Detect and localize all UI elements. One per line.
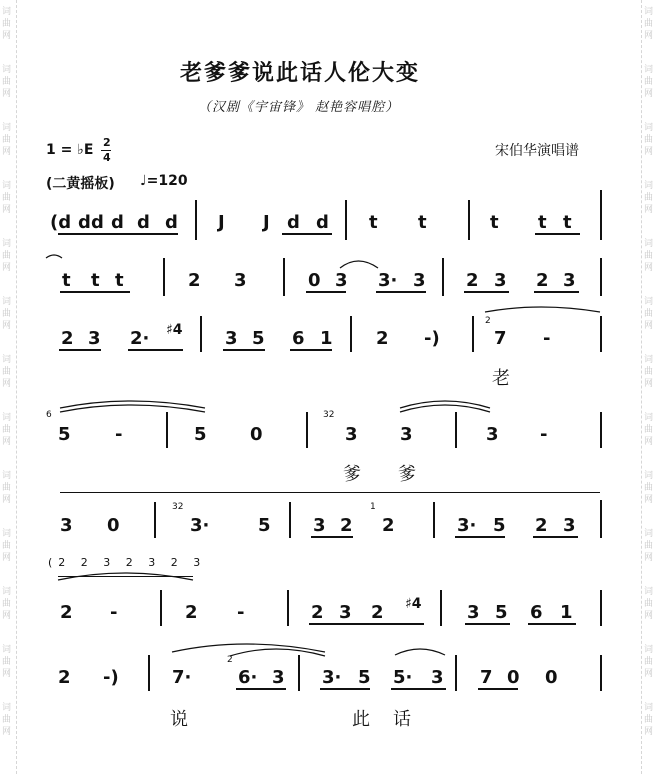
watermark-glyph: 词 <box>2 645 12 655</box>
watermark-glyph: 曲 <box>644 657 654 667</box>
note: 3 <box>563 270 576 291</box>
note: 0 <box>107 515 120 536</box>
note: 3 <box>313 515 326 536</box>
watermark-glyph: 曲 <box>2 77 12 87</box>
note: 2 <box>536 270 549 291</box>
watermark-glyph: 词 <box>644 529 654 539</box>
watermark-glyph: 曲 <box>2 541 12 551</box>
lyric: 老 <box>492 368 510 389</box>
watermark-glyph: 词 <box>2 297 12 307</box>
watermark-glyph: 网 <box>2 727 12 737</box>
watermark-glyph: 网 <box>644 379 654 389</box>
watermark-glyph: 曲 <box>644 599 654 609</box>
note: 2 <box>371 602 384 623</box>
watermark-glyph: 词 <box>2 7 12 17</box>
grace-note: 2 <box>227 655 233 665</box>
watermark-glyph: 网 <box>644 147 654 157</box>
note: 7· <box>172 667 192 688</box>
time-signature-top: 2 <box>103 136 111 149</box>
note: 1 <box>320 328 333 349</box>
note: 0 <box>545 667 558 688</box>
note: 2 <box>311 602 324 623</box>
note: 3 <box>431 667 444 688</box>
note: t <box>62 270 71 291</box>
note: - <box>543 328 551 349</box>
note: 2 <box>58 667 71 688</box>
note: 3 <box>494 270 507 291</box>
watermark-glyph: 网 <box>2 321 12 331</box>
watermark-glyph: 曲 <box>2 425 12 435</box>
note: 5 <box>258 515 271 536</box>
note: 2 <box>185 602 198 623</box>
watermark-glyph: 网 <box>644 669 654 679</box>
watermark-glyph: 曲 <box>644 715 654 725</box>
note: d <box>316 212 329 233</box>
note: 3 <box>467 602 480 623</box>
lyric: 爹 <box>398 464 416 485</box>
note-sharp: ♯4 <box>166 322 183 338</box>
watermark-glyph: 曲 <box>644 367 654 377</box>
note: 3· <box>378 270 398 291</box>
note: 0 <box>250 424 263 445</box>
watermark-glyph: 网 <box>2 553 12 563</box>
accompaniment-line: (2 2 3 2 3 2 3 <box>48 556 207 569</box>
watermark-glyph: 网 <box>2 669 12 679</box>
note: 3 <box>413 270 426 291</box>
note: d <box>111 212 124 233</box>
grace-note: 32 <box>172 502 184 512</box>
note: - <box>237 602 245 623</box>
tempo-value: ♩=120 <box>140 173 188 189</box>
watermark-glyph: 词 <box>2 181 12 191</box>
watermark-glyph: 网 <box>644 205 654 215</box>
lyric: 说 <box>170 709 188 730</box>
lyric: 此 <box>352 709 370 730</box>
note: 6· <box>238 667 258 688</box>
note: t <box>115 270 124 291</box>
watermark-glyph: 网 <box>2 495 12 505</box>
note: 3 <box>88 328 101 349</box>
note: 3 <box>335 270 348 291</box>
note: 5 <box>58 424 71 445</box>
note: - <box>110 602 118 623</box>
credit-text: 宋伯华演唱谱 <box>495 143 579 159</box>
note: d <box>78 212 91 233</box>
watermark-glyph: 曲 <box>2 135 12 145</box>
note: 2 <box>340 515 353 536</box>
watermark-glyph: 曲 <box>644 425 654 435</box>
watermark-glyph: 词 <box>644 587 654 597</box>
watermark-glyph: 网 <box>644 611 654 621</box>
note: 3 <box>563 515 576 536</box>
note: J <box>218 212 225 233</box>
watermark-glyph: 网 <box>644 263 654 273</box>
grace-note: 1 <box>370 502 376 512</box>
watermark-glyph: 曲 <box>2 483 12 493</box>
watermark-glyph: 词 <box>644 65 654 75</box>
watermark-glyph: 词 <box>2 65 12 75</box>
watermark-glyph: 曲 <box>2 715 12 725</box>
watermark-glyph: 网 <box>2 31 12 41</box>
note: 5· <box>393 667 413 688</box>
lyric: 话 <box>393 709 411 730</box>
watermark-glyph: 曲 <box>644 135 654 145</box>
watermark-glyph: 曲 <box>2 309 12 319</box>
watermark-glyph: 词 <box>644 471 654 481</box>
watermark-glyph: 词 <box>2 471 12 481</box>
watermark-glyph: 词 <box>644 239 654 249</box>
watermark-glyph: 曲 <box>2 657 12 667</box>
watermark-glyph: 网 <box>644 727 654 737</box>
note: 0 <box>308 270 321 291</box>
note: (d <box>50 212 72 233</box>
note: - <box>115 424 123 445</box>
watermark-glyph: 词 <box>2 413 12 423</box>
note: 3 <box>339 602 352 623</box>
note: t <box>563 212 572 233</box>
note: -) <box>424 328 440 349</box>
note: 3 <box>60 515 73 536</box>
lyric: 爹 <box>343 464 361 485</box>
watermark-glyph: 词 <box>644 123 654 133</box>
watermark-glyph: 网 <box>2 89 12 99</box>
note: 3 <box>345 424 358 445</box>
note: 2 <box>466 270 479 291</box>
watermark-glyph: 网 <box>644 89 654 99</box>
watermark-glyph: 词 <box>644 297 654 307</box>
note: 1 <box>560 602 573 623</box>
note: 2 <box>376 328 389 349</box>
note: 6 <box>530 602 543 623</box>
time-signature-bottom: 4 <box>103 151 111 164</box>
note: 3· <box>322 667 342 688</box>
grace-note: 2 <box>485 316 491 326</box>
note: t <box>490 212 499 233</box>
note: 2 <box>60 602 73 623</box>
watermark-glyph: 词 <box>644 355 654 365</box>
tempo-label: (二黄摇板) <box>46 176 115 192</box>
note: d <box>137 212 150 233</box>
note: t <box>369 212 378 233</box>
watermark-glyph: 网 <box>644 31 654 41</box>
note: 6 <box>292 328 305 349</box>
watermark-glyph: 曲 <box>2 599 12 609</box>
watermark-glyph: 曲 <box>2 19 12 29</box>
note: t <box>91 270 100 291</box>
watermark-glyph: 词 <box>644 413 654 423</box>
watermark-glyph: 曲 <box>644 541 654 551</box>
note: t <box>418 212 427 233</box>
watermark-glyph: 曲 <box>2 367 12 377</box>
grace-note: 32 <box>323 410 335 420</box>
note: 3 <box>272 667 285 688</box>
note: 3· <box>190 515 210 536</box>
watermark-glyph: 曲 <box>644 193 654 203</box>
watermark-glyph: 词 <box>2 355 12 365</box>
watermark-glyph: 曲 <box>644 251 654 261</box>
watermark-glyph: 曲 <box>644 309 654 319</box>
note: 7 <box>480 667 493 688</box>
note-sharp: ♯4 <box>405 596 422 612</box>
key-signature: 1 = ♭E <box>46 142 94 158</box>
watermark-glyph: 网 <box>2 205 12 215</box>
grace-note: 6 <box>46 410 52 420</box>
watermark-glyph: 曲 <box>644 77 654 87</box>
watermark-glyph: 词 <box>2 703 12 713</box>
note: 3 <box>486 424 499 445</box>
note: 2 <box>382 515 395 536</box>
watermark-glyph: 网 <box>644 495 654 505</box>
watermark-glyph: 网 <box>644 553 654 563</box>
watermark-glyph: 网 <box>644 437 654 447</box>
watermark-glyph: 网 <box>2 379 12 389</box>
watermark-glyph: 词 <box>2 239 12 249</box>
note: 5 <box>194 424 207 445</box>
note: 2· <box>130 328 150 349</box>
watermark-glyph: 词 <box>2 123 12 133</box>
note: 7 <box>494 328 507 349</box>
note: -) <box>103 667 119 688</box>
watermark-glyph: 词 <box>644 645 654 655</box>
note: 2 <box>61 328 74 349</box>
page-title: 老爹爹说此话人伦大变 <box>180 60 421 86</box>
note: 5 <box>252 328 265 349</box>
page-subtitle: （汉剧《宇宙锋》 赵艳容唱腔） <box>198 100 400 115</box>
note: 3· <box>457 515 477 536</box>
watermark-glyph: 网 <box>2 263 12 273</box>
watermark-glyph: 网 <box>2 147 12 157</box>
note: 5 <box>358 667 371 688</box>
note: 5 <box>493 515 506 536</box>
note: 3 <box>234 270 247 291</box>
watermark-glyph: 词 <box>644 703 654 713</box>
note: 3 <box>225 328 238 349</box>
note: d <box>287 212 300 233</box>
note: J <box>263 212 270 233</box>
watermark-glyph: 网 <box>2 611 12 621</box>
watermark-glyph: 词 <box>644 181 654 191</box>
watermark-glyph: 曲 <box>644 483 654 493</box>
note: 3 <box>400 424 413 445</box>
watermark-glyph: 曲 <box>2 193 12 203</box>
watermark-glyph: 网 <box>2 437 12 447</box>
note: - <box>540 424 548 445</box>
watermark-glyph: 网 <box>644 321 654 331</box>
note: 5 <box>495 602 508 623</box>
watermark-glyph: 词 <box>644 7 654 17</box>
note: 2 <box>535 515 548 536</box>
watermark-glyph: 词 <box>2 529 12 539</box>
note: t <box>538 212 547 233</box>
watermark-glyph: 曲 <box>2 251 12 261</box>
note: 2 <box>188 270 201 291</box>
note: 0 <box>507 667 520 688</box>
watermark-glyph: 曲 <box>644 19 654 29</box>
watermark-glyph: 词 <box>2 587 12 597</box>
note: d <box>165 212 178 233</box>
note: d <box>91 212 104 233</box>
